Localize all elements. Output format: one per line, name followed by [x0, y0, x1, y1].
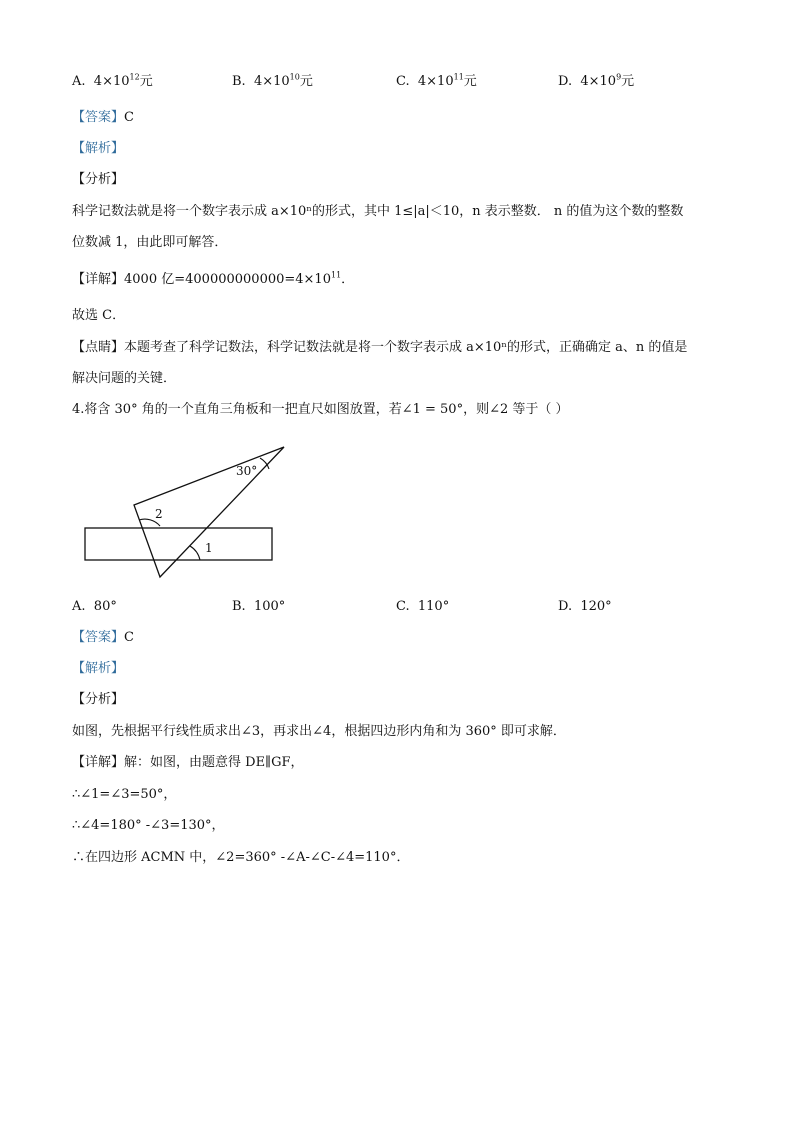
q4-option-d [558, 597, 612, 617]
detail-end: ． [341, 272, 355, 287]
comment-text: 本题考查了科学记数法，科学记数法就是将一个数字表示成 a×10ⁿ的形式，正确确定 a、n 的值是 [124, 340, 688, 355]
q4-answer [72, 628, 134, 648]
q3-option-a [72, 72, 153, 92]
option-exponent: 11 [453, 72, 464, 82]
option-mantissa: 4×10 [580, 74, 617, 89]
option-letter: C. [396, 599, 410, 614]
option-mantissa: 4×10 [417, 74, 454, 89]
q3-detail [72, 270, 354, 290]
q4-fenxi-tag: 【分析】 [72, 692, 125, 707]
detail-tag: 【详解】 [72, 755, 125, 770]
option-exponent: 10 [289, 72, 300, 82]
option-exponent: 12 [129, 72, 140, 82]
q3-comment-line1 [72, 338, 687, 358]
detail-text: 4000 亿=400000000000=4×10 [124, 272, 331, 287]
option-letter: D. [558, 599, 573, 614]
detail-tag: 【详解】 [72, 272, 125, 287]
q3-fenxi-line2: 位数减 1，由此即可解答． [72, 235, 228, 250]
answer-value: C [124, 110, 134, 125]
q3-comment-line2: 解决问题的关键． [72, 371, 177, 386]
option-letter: A. [72, 74, 86, 89]
q4-option-a [72, 597, 117, 617]
option-unit: 元 [299, 74, 313, 89]
q4-analysis-tag: 【解析】 [72, 661, 125, 676]
option-exponent: 9 [616, 72, 622, 82]
option-letter: D. [558, 74, 573, 89]
q3-answer [72, 108, 134, 128]
option-letter: B. [232, 74, 246, 89]
option-mantissa: 4×10 [253, 74, 290, 89]
q3-option-b [232, 72, 313, 92]
detail-text: 解：如图，由题意得 DE∥GF， [124, 755, 304, 770]
option-letter: B. [232, 599, 246, 614]
comment-tag: 【点睛】 [72, 340, 125, 355]
q3-choose: 故选 C． [72, 308, 126, 323]
answer-tag: 【答案】 [72, 110, 125, 125]
option-letter: C. [396, 74, 410, 89]
angle-1-arc [190, 546, 200, 560]
option-text: 100° [253, 599, 286, 614]
angle-30-label: 30° [236, 464, 258, 478]
option-letter: A. [72, 599, 86, 614]
q3-fenxi-tag: 【分析】 [72, 172, 125, 187]
option-unit: 元 [139, 74, 153, 89]
detail-exponent: 11 [330, 270, 342, 280]
q4-step-3: ∴在四边形 ACMN 中，∠2=360° -∠A-∠C-∠4=110°． [72, 850, 410, 865]
option-mantissa: 4×10 [93, 74, 130, 89]
option-text: 120° [580, 599, 612, 614]
q4-stem: 4.将含 30° 角的一个直角三角板和一把直尺如图放置，若∠1 = 50°，则∠2 等于（ ） [72, 402, 569, 417]
q4-step-1: ∴∠1=∠3=50°， [72, 787, 177, 802]
q4-geometry-figure [72, 440, 302, 590]
ruler [85, 528, 272, 560]
option-text: 80° [93, 599, 117, 614]
q4-fenxi-text: 如图，先根据平行线性质求出∠3，再求出∠4，根据四边形内角和为 360° 即可求解． [72, 724, 566, 739]
angle-2-label: 2 [155, 507, 163, 521]
q4-detail [72, 753, 303, 773]
option-unit: 元 [621, 74, 635, 89]
q4-option-b [232, 597, 285, 617]
q3-analysis-tag: 【解析】 [72, 141, 125, 156]
q3-fenxi-line1: 科学记数法就是将一个数字表示成 a×10ⁿ的形式，其中 1≤|a|＜10，n 表示整数． n 的值为这个数的整数 [72, 204, 684, 219]
q3-option-c [396, 72, 477, 92]
option-text: 110° [417, 599, 450, 614]
q3-option-d [558, 72, 634, 92]
answer-tag: 【答案】 [72, 630, 125, 645]
angle-1-label: 1 [205, 541, 213, 555]
q4-step-2: ∴∠4=180° -∠3=130°， [72, 818, 225, 833]
option-unit: 元 [463, 74, 477, 89]
q4-option-c [396, 597, 449, 617]
answer-value: C [124, 630, 134, 645]
